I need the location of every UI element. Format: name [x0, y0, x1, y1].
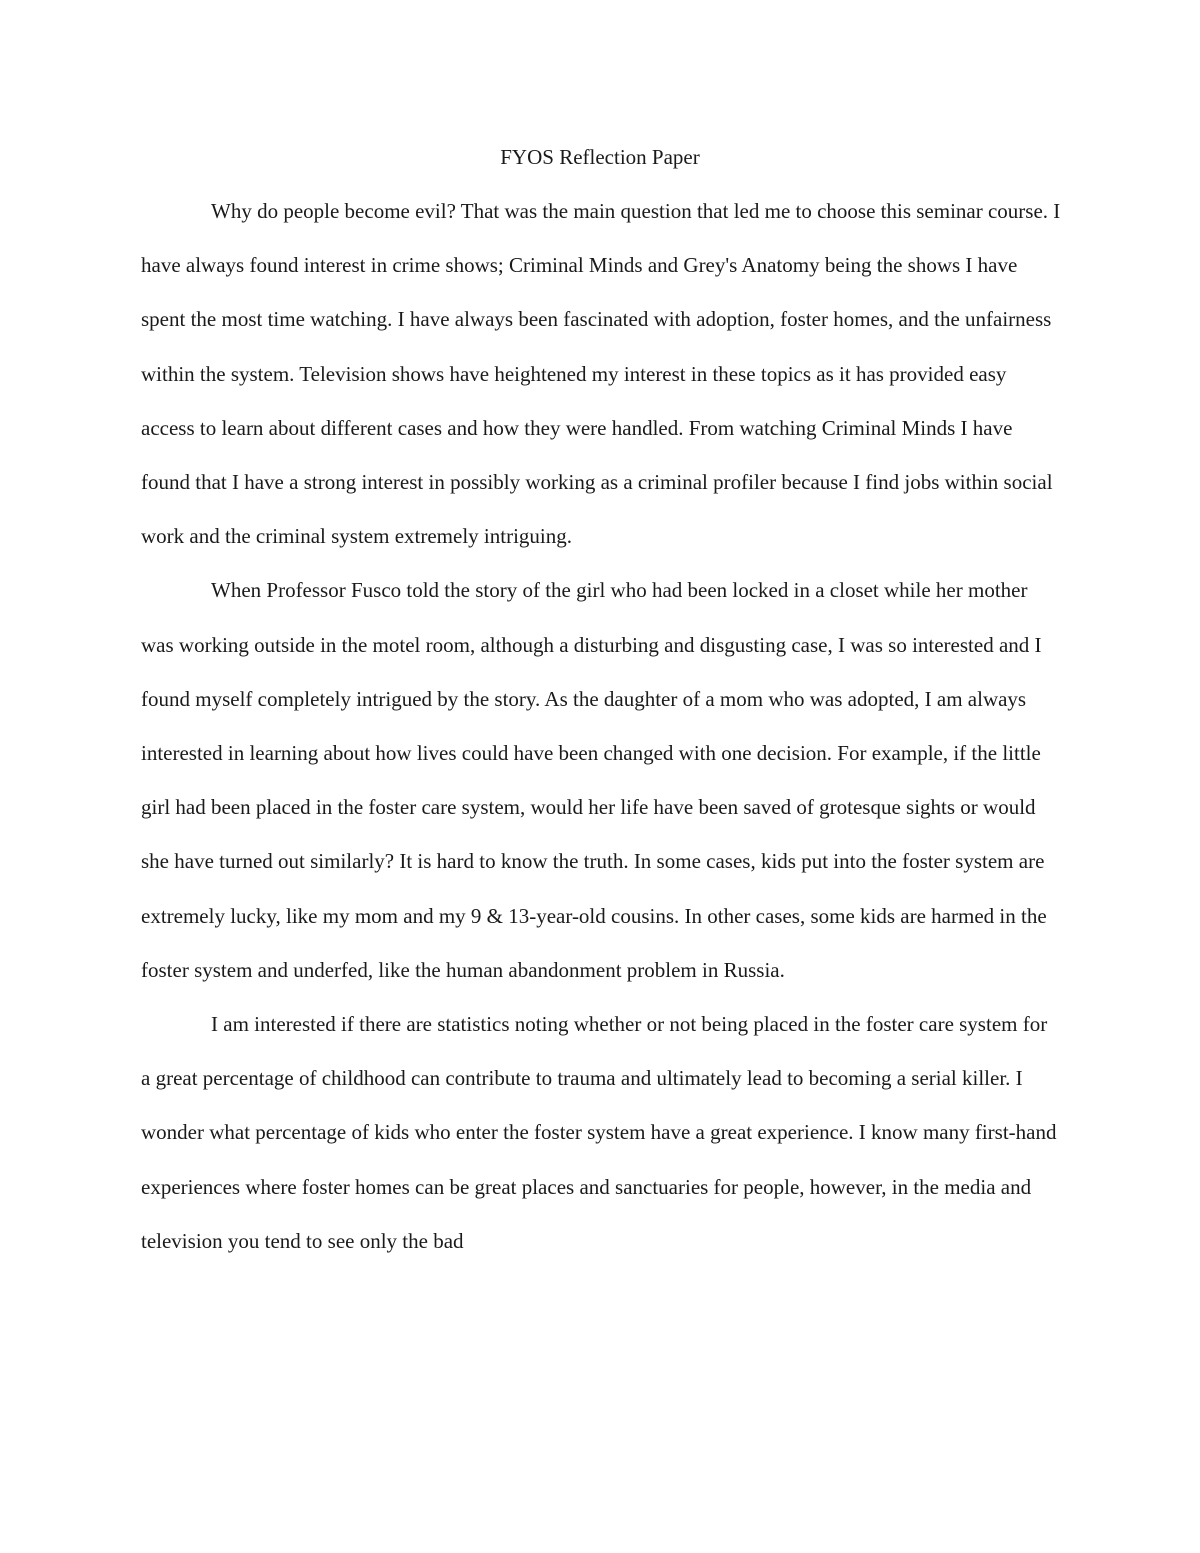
paragraph-1: Why do people become evil? That was the main question that led me to choose this seminar course. I have always found interest in crime shows; Criminal Minds and Grey's Anatomy being the shows I have spent the most time watching. I have always been fascinated with adoption, foster homes, and the unfairness within the system. Television shows have heightened my interest in these topics as it has provided easy access to learn about different cases and how they were handled. From watching Criminal Minds I have found that I have a strong interest in possibly working as a criminal profiler because I find jobs within social work and the criminal system extremely intriguing.: [141, 199, 1061, 549]
essay-body: [141, 184, 1061, 1268]
page-title: FYOS Reflection Paper: [500, 145, 700, 169]
paragraph-2: When Professor Fusco told the story of the girl who had been locked in a closet while her mother was working outside in the motel room, although a disturbing and disgusting case, I was so interested and I found myself completely intrigued by the story. As the daughter of a mom who was adopted, I am always interested in learning about how lives could have been changed with one decision. For example, if the little girl had been placed in the foster care system, would her life have been saved of grotesque sights or would she have turned out similarly? It is hard to know the truth. In some cases, kids put into the foster system are extremely lucky, like my mom and my 9 & 13-year-old cousins. In other cases, some kids are harmed in the foster system and underfed, like the human abandonment problem in Russia.: [141, 578, 1047, 982]
paragraph-3: I am interested if there are statistics noting whether or not being placed in the foster care system for a great percentage of childhood can contribute to trauma and ultimately lead to becoming a serial killer. I wonder what percentage of kids who enter the foster system have a great experience. I know many first-hand experiences where foster homes can be great places and sanctuaries for people, however, in the media and television you tend to see only the bad: [141, 1012, 1057, 1253]
